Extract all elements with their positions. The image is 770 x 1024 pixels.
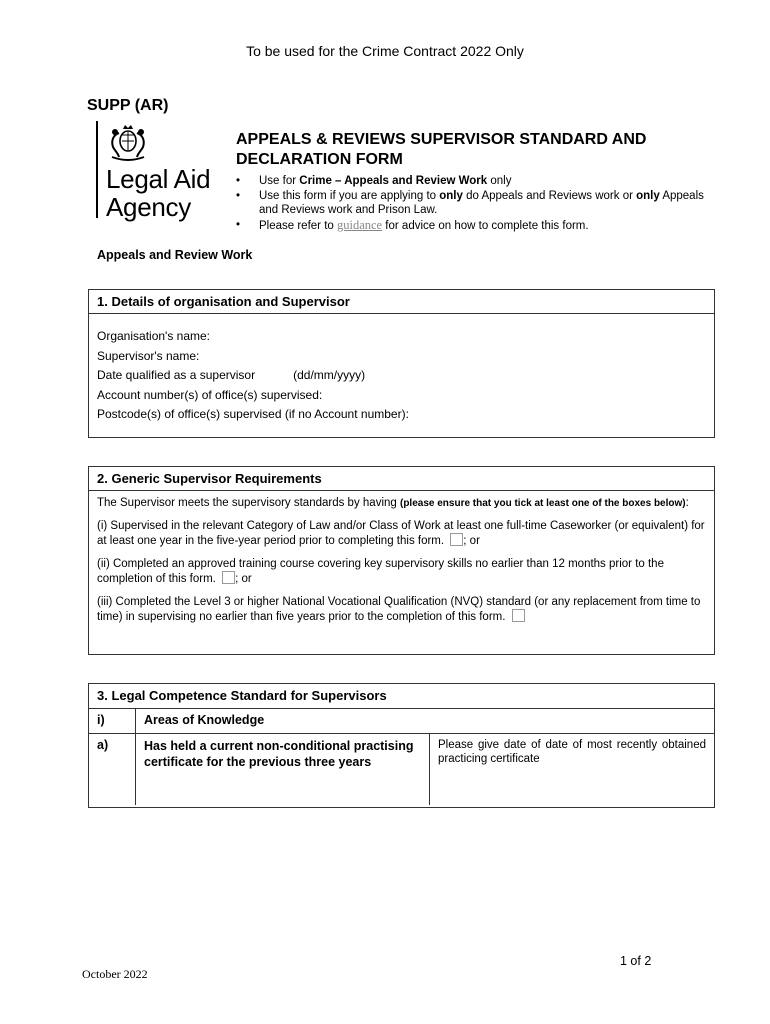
requirement-option-2: (ii) Completed an approved training course covering key supervisory skills no earlier than 12 months prior to the completion of this form. ; or [97,557,664,585]
requirement-option-3: (iii) Completed the Level 3 or higher National Vocational Qualification (NVQ) standard (or any replacement from time to time) in supervising no earlier than five years prior to the completion of this form. [97,595,701,623]
supervisor-name-field[interactable]: Supervisor's name: [97,348,200,363]
logo-bar [96,121,98,218]
date-qualified-field[interactable]: Date qualified as a supervisor (dd/mm/yyyy) [97,368,366,383]
option-2-checkbox[interactable] [222,571,235,584]
section-1-heading: 1. Details of organisation and Supervisor [89,290,714,314]
certificate-date-field[interactable]: Please give date of date of most recently obtained practicing certificate [438,739,706,765]
section-2-box [88,466,715,655]
org-name-field[interactable]: Organisation's name: [97,329,211,343]
section-2-intro: The Supervisor meets the supervisory standards by having (please ensure that you tick at least one of the boxes below): [97,497,689,509]
option-3-checkbox[interactable] [512,609,525,622]
logo-text-line-1: Legal Aid [106,164,211,194]
section-1-box [88,289,715,438]
account-numbers-field[interactable]: Account number(s) of office(s) supervised: [97,387,323,402]
instructions-list [236,174,708,233]
footer-date: October 2022 [82,967,148,981]
section-3-heading: 3. Legal Competence Standard for Supervisors [89,684,714,709]
form-code: SUPP (AR) [87,97,169,114]
row-number: i) [89,709,136,733]
postcodes-field[interactable]: Postcode(s) of office(s) supervised (if no Account number): [97,407,409,422]
table-row [89,709,714,734]
form-title: APPEALS & REVIEWS SUPERVISOR STANDARD AND DECLARATION FORM [236,131,647,168]
section-3-box [88,683,715,808]
row-number: a) [89,734,136,805]
legal-aid-agency-logo [96,121,226,221]
top-note: To be used for the Crime Contract 2022 Only [246,43,524,59]
instruction-item: • Please refer to guidance for advice on how to complete this form. [236,217,589,232]
row-label: Areas of Knowledge [144,713,265,727]
row-label: Has held a current non-conditional practising certificate for the previous three years [136,734,430,805]
section-heading: Appeals and Review Work [97,248,253,262]
instruction-item: • Use this form if you are applying to only do Appeals and Reviews work or only Appeals and Reviews work and Prison Law. [236,189,704,216]
option-1-checkbox[interactable] [450,533,463,546]
instruction-item: • Use for Crime – Appeals and Review Work only [236,175,512,187]
requirement-option-1: (i) Supervised in the relevant Category of Law and/or Class of Work at least one full-time Caseworker (or equivalent) for at least one year in the five-year period prior to completing this form. ; or [97,519,705,547]
page-number: 1 of 2 [620,954,652,968]
logo-text-line-2: Agency [106,192,191,222]
table-row [89,734,714,805]
guidance-link[interactable]: guidance [336,217,383,232]
section-2-heading: 2. Generic Supervisor Requirements [89,467,714,491]
royal-coat-of-arms-icon [106,123,150,163]
